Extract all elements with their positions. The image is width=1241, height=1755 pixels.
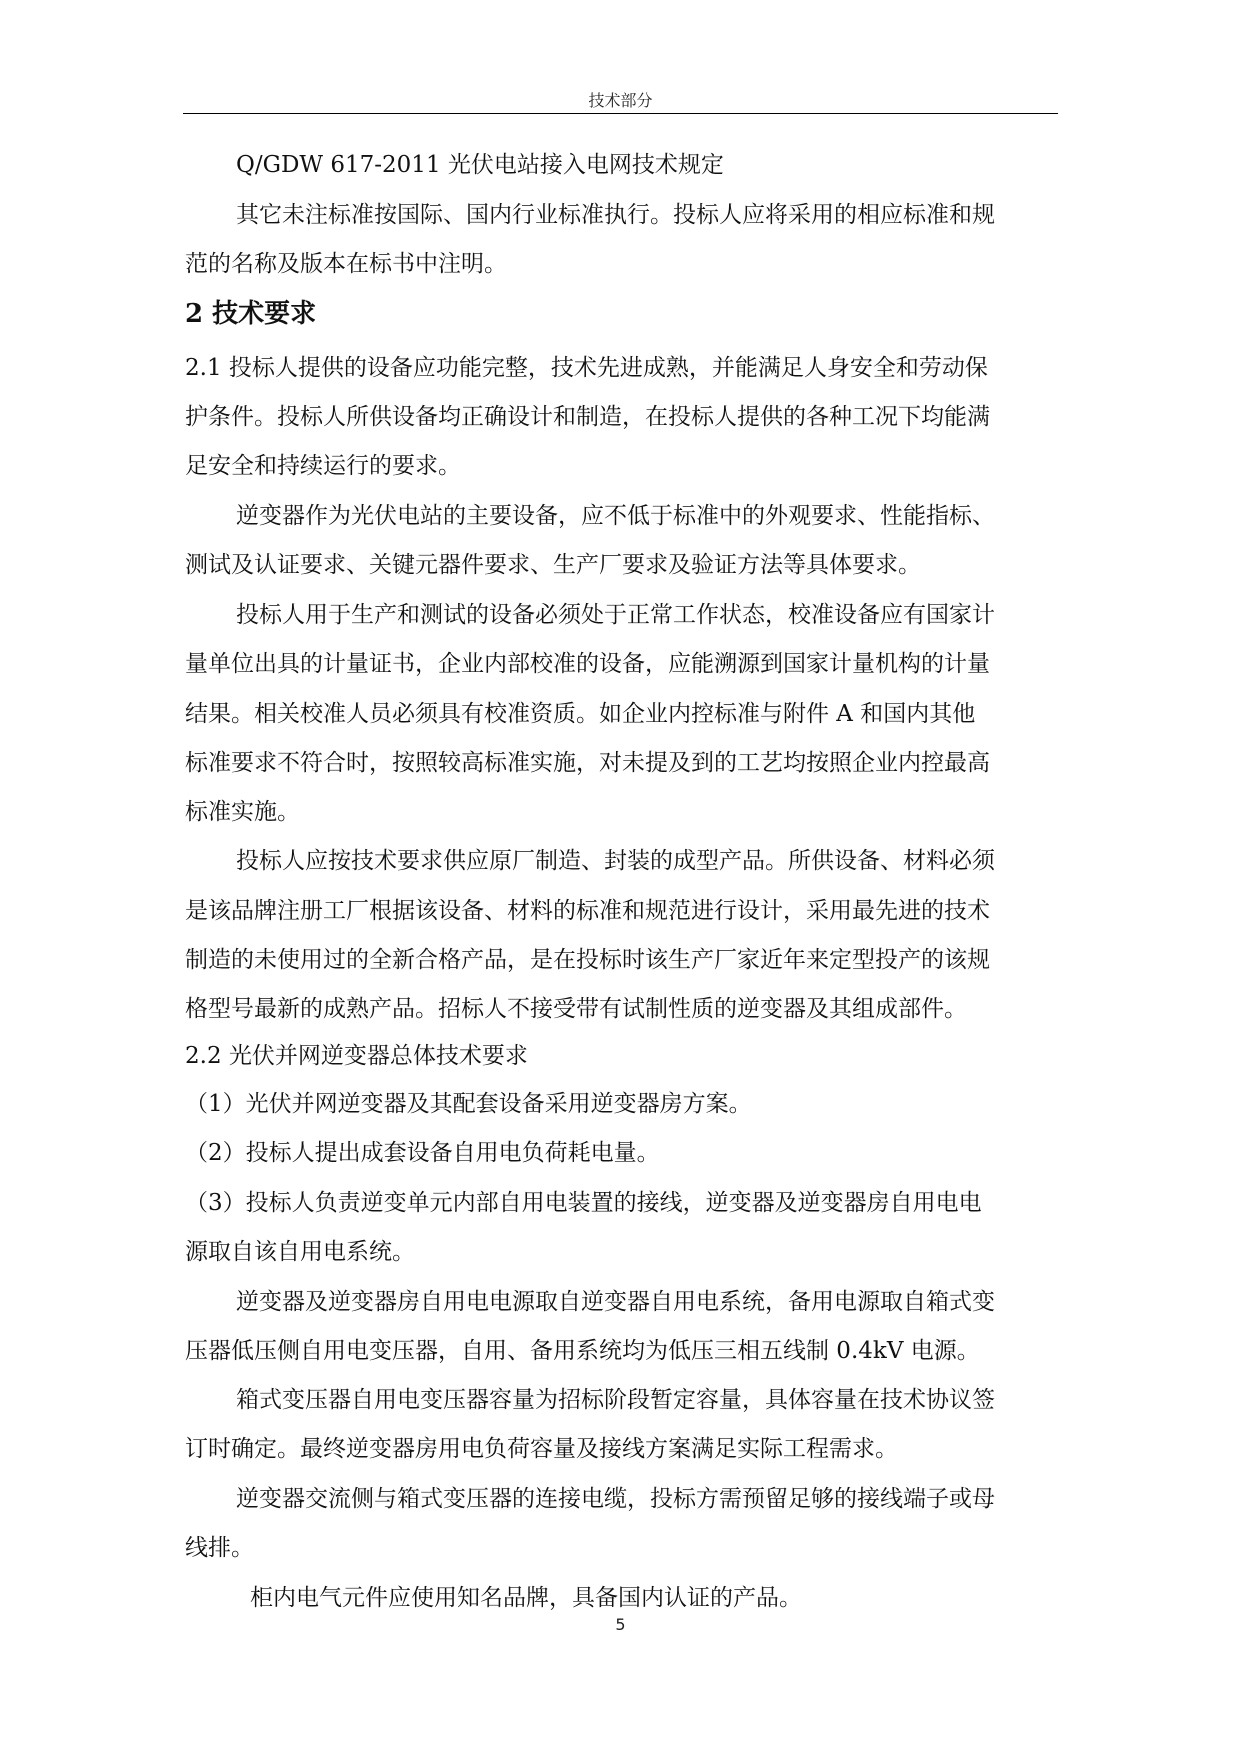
paragraph-line: 结果。相关校准人员必须具有校准资质。如企业内控标准与附件 A 和国内其他 bbox=[185, 701, 976, 727]
list-item: （1）光伏并网逆变器及其配套设备采用逆变器房方案。 bbox=[185, 1091, 752, 1117]
section-heading: 2 技术要求 bbox=[185, 299, 317, 329]
paragraph-line: 格型号最新的成熟产品。招标人不接受带有试制性质的逆变器及其组成部件。 bbox=[185, 996, 967, 1022]
paragraph-line: 是该品牌注册工厂根据该设备、材料的标准和规范进行设计，采用最先进的技术 bbox=[185, 898, 990, 924]
list-item: （2）投标人提出成套设备自用电负荷耗电量。 bbox=[185, 1140, 660, 1166]
paragraph-line: 制造的未使用过的全新合格产品，是在投标时该生产厂家近年来定型投产的该规 bbox=[185, 947, 990, 973]
paragraph-line: 投标人用于生产和测试的设备必须处于正常工作状态，校准设备应有国家计 bbox=[236, 602, 995, 628]
page-header: 技术部分 bbox=[588, 91, 653, 110]
paragraph-line: 箱式变压器自用电变压器容量为招标阶段暂定容量，具体容量在技术协议签 bbox=[236, 1387, 995, 1413]
subsection-title: 2.2 光伏并网逆变器总体技术要求 bbox=[185, 1043, 528, 1069]
paragraph-line: 标准要求不符合时，按照较高标准实施，对未提及到的工艺均按照企业内控最高 bbox=[185, 750, 990, 776]
paragraph-line: 足安全和持续运行的要求。 bbox=[185, 453, 461, 479]
standard-line: Q/GDW 617-2011 光伏电站接入电网技术规定 bbox=[236, 152, 724, 178]
paragraph-line: 源取自该自用电系统。 bbox=[185, 1239, 415, 1265]
paragraph-line: 2.1 投标人提供的设备应功能完整，技术先进成熟，并能满足人身安全和劳动保 bbox=[185, 355, 988, 381]
paragraph-line: 测试及认证要求、关键元器件要求、生产厂要求及验证方法等具体要求。 bbox=[185, 552, 921, 578]
paragraph-line: 逆变器及逆变器房自用电电源取自逆变器自用电系统，备用电源取自箱式变 bbox=[236, 1289, 995, 1315]
list-item: （3）投标人负责逆变单元内部自用电装置的接线，逆变器及逆变器房自用电电 bbox=[185, 1190, 982, 1216]
page-number: 5 bbox=[615, 1615, 626, 1634]
paragraph-line: 逆变器交流侧与箱式变压器的连接电缆，投标方需预留足够的接线端子或母 bbox=[236, 1486, 995, 1512]
paragraph-line: 订时确定。最终逆变器房用电负荷容量及接线方案满足实际工程需求。 bbox=[185, 1436, 898, 1462]
paragraph-line: 其它未注标准按国际、国内行业标准执行。投标人应将采用的相应标准和规 bbox=[236, 202, 995, 228]
paragraph-line: 护条件。投标人所供设备均正确设计和制造，在投标人提供的各种工况下均能满 bbox=[185, 404, 990, 430]
header-rule bbox=[183, 113, 1058, 114]
paragraph-line: 柜内电气元件应使用知名品牌，具备国内认证的产品。 bbox=[250, 1585, 802, 1611]
paragraph-line: 逆变器作为光伏电站的主要设备，应不低于标准中的外观要求、性能指标、 bbox=[236, 503, 995, 529]
paragraph-line: 压器低压侧自用电变压器，自用、备用系统均为低压三相五线制 0.4kV 电源。 bbox=[185, 1338, 980, 1364]
paragraph-line: 标准实施。 bbox=[185, 799, 300, 825]
paragraph-line: 范的名称及版本在标书中注明。 bbox=[185, 251, 507, 277]
paragraph-line: 投标人应按技术要求供应原厂制造、封装的成型产品。所供设备、材料必须 bbox=[236, 848, 995, 874]
paragraph-line: 量单位出具的计量证书，企业内部校准的设备，应能溯源到国家计量机构的计量 bbox=[185, 651, 990, 677]
paragraph-line: 线排。 bbox=[185, 1535, 254, 1561]
